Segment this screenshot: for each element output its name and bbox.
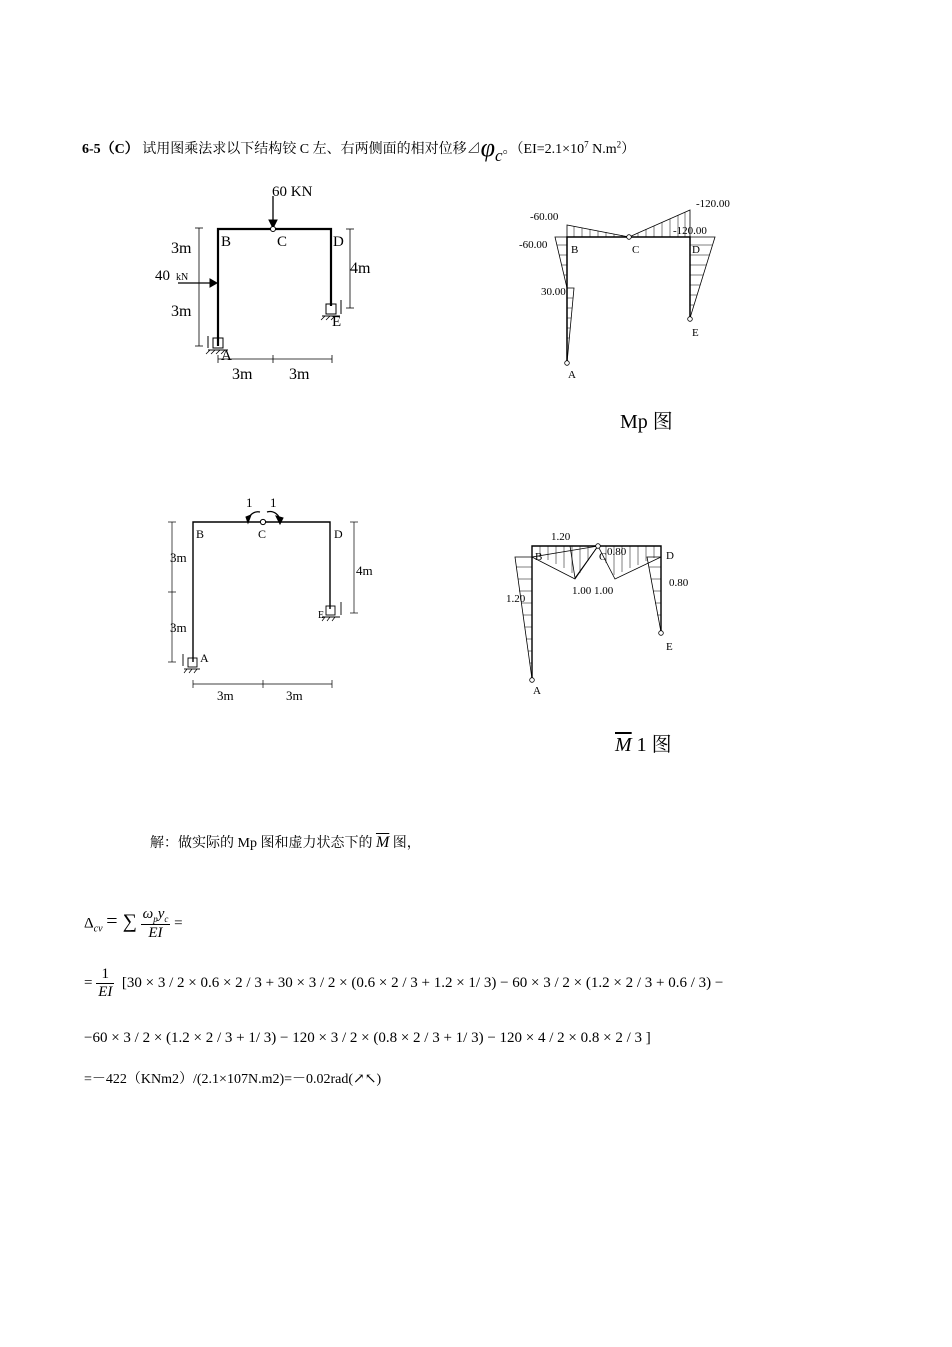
m1-node-e: E (666, 641, 673, 653)
problem-number: 6-5（C） (82, 142, 139, 157)
node-a-label: A (221, 348, 232, 364)
solution-prefix: 解：做实际的 Mp 图和虚力状态下的 (150, 836, 373, 851)
v-dim-width-left: 3m (217, 688, 234, 703)
mp-value-d: -120.00 (673, 225, 707, 237)
m1-node-a: A (533, 685, 541, 697)
solution-symbol: $\overline{M}$ (375, 834, 390, 851)
node-b-label: B (221, 234, 232, 250)
equation-1 (84, 906, 183, 942)
mp-caption: Mp 图 (620, 411, 673, 433)
structure-svg (150, 176, 390, 391)
v-node-c: C (258, 527, 267, 541)
node-c-label: C (277, 234, 288, 250)
mp-node-e: E (692, 327, 699, 339)
m1-value-mid: 1.00 1.00 (572, 585, 614, 597)
m1-value-left: 1.20 (506, 593, 526, 605)
v-node-e: E (318, 610, 325, 621)
m1-node-b: B (535, 551, 543, 563)
problem-exp: 7 (584, 139, 589, 150)
m1-value-c: 0.80 (607, 546, 627, 558)
problem-text: 试用图乘法求以下结构铰 C 左、右两侧面的相对位移⊿ (142, 142, 481, 157)
v-node-b: B (196, 527, 205, 541)
dim-height-right: 4m (350, 260, 371, 277)
m1-value-top: 1.20 (551, 531, 571, 543)
eq1-fraction (141, 906, 171, 942)
eq1-num-y: y (157, 906, 165, 922)
solution-text (150, 832, 421, 852)
structure-figure (150, 176, 390, 391)
eq1-num-sub-p: p (153, 914, 158, 924)
mp-value-b: -60.00 (519, 239, 548, 251)
equation-3: −60 × 3 / 2 × (1.2 × 2 / 3 + 1/ 3) − 120 × 3 / 2 × (0.8 × 2 / 3 + 1/ 3) − 120 × 4 / 2 × 0.8 × 2 / 3 ] (84, 1030, 651, 1046)
problem-end: ） (621, 142, 636, 157)
eq2-num: 1 (96, 966, 114, 984)
mp-node-b: B (571, 244, 579, 256)
mp-value-mid-left: 30.00 (541, 286, 566, 298)
m1-caption (615, 728, 672, 757)
dim-height-top: 3m (171, 240, 192, 257)
m1-diagram (495, 523, 725, 703)
unit-moment-left: 1 (246, 495, 253, 510)
v-node-d: D (334, 527, 343, 541)
load-40kn-unit: kN (176, 272, 189, 283)
v-dim-width-right: 3m (286, 688, 303, 703)
eq1-num-sub-c: c (164, 914, 169, 924)
mp-value-top-right: -120.00 (696, 198, 730, 210)
mp-node-a: A (568, 369, 576, 381)
m1-node-c: C (599, 551, 607, 563)
eq1-end: = (174, 915, 183, 932)
eq2-fraction (96, 966, 114, 1001)
v-dim-height-top: 3m (170, 550, 187, 565)
mp-value-top-left: -60.00 (530, 211, 559, 223)
mp-node-d: D (692, 244, 700, 256)
virtual-structure-svg (150, 494, 380, 709)
dim-width-right: 3m (289, 366, 310, 383)
load-40kn: 40 (155, 268, 170, 284)
m1-value-right: 0.80 (669, 577, 689, 589)
eq2-body: [30 × 3 / 2 × 0.6 × 2 / 3 + 30 × 3 / 2 × (0.6 × 2 / 3 + 1.2 × 1/ 3) − 60 × 3 / 2 × (1.2 × 2 / 3 + 0.6 / 3) − (121, 974, 724, 991)
virtual-structure-figure (150, 494, 380, 709)
problem-exp2: 2 (616, 139, 622, 150)
unit-moment-right: 1 (270, 495, 277, 510)
equation-2 (84, 966, 723, 1001)
eq1-sum: = ∑ (106, 910, 137, 933)
problem-statement (82, 133, 635, 166)
load-60kn: 60 KN (272, 184, 313, 200)
problem-suffix: 。（EI=2.1×10 (502, 142, 585, 157)
eq2-den: EI (98, 984, 113, 1000)
m1-node-d: D (666, 550, 674, 562)
solution-suffix: 图， (392, 836, 421, 851)
v-dim-height-bottom: 3m (170, 620, 187, 635)
eq1-den: EI (148, 925, 163, 941)
mp-node-c: C (632, 244, 640, 256)
phi-subscript: c (495, 146, 503, 165)
eq1-lhs-sub: cv (93, 923, 103, 935)
m1-diagram-svg (495, 523, 725, 703)
eq1-lhs: Δ (84, 915, 94, 932)
dim-width-left: 3m (232, 366, 253, 383)
v-dim-height-right: 4m (356, 563, 373, 578)
mp-diagram (510, 193, 750, 393)
problem-suffix2: N.m (588, 142, 617, 157)
m1-caption-symbol: $\overline{M}$ (615, 734, 632, 756)
node-d-label: D (333, 234, 344, 250)
v-node-a: A (200, 651, 209, 665)
eq2-pre: = (84, 974, 93, 991)
eq1-num-omega: ω (142, 906, 154, 922)
mp-diagram-svg (510, 193, 750, 393)
equation-4: =－422（KNm2）/(2.1×107N.m2)=－0.02rad(↗↖) (84, 1072, 382, 1087)
m1-caption-text: 1 图 (636, 734, 672, 756)
node-e-label: E (332, 314, 342, 330)
phi-symbol: φ (480, 133, 496, 162)
dim-height-bottom: 3m (171, 303, 192, 320)
